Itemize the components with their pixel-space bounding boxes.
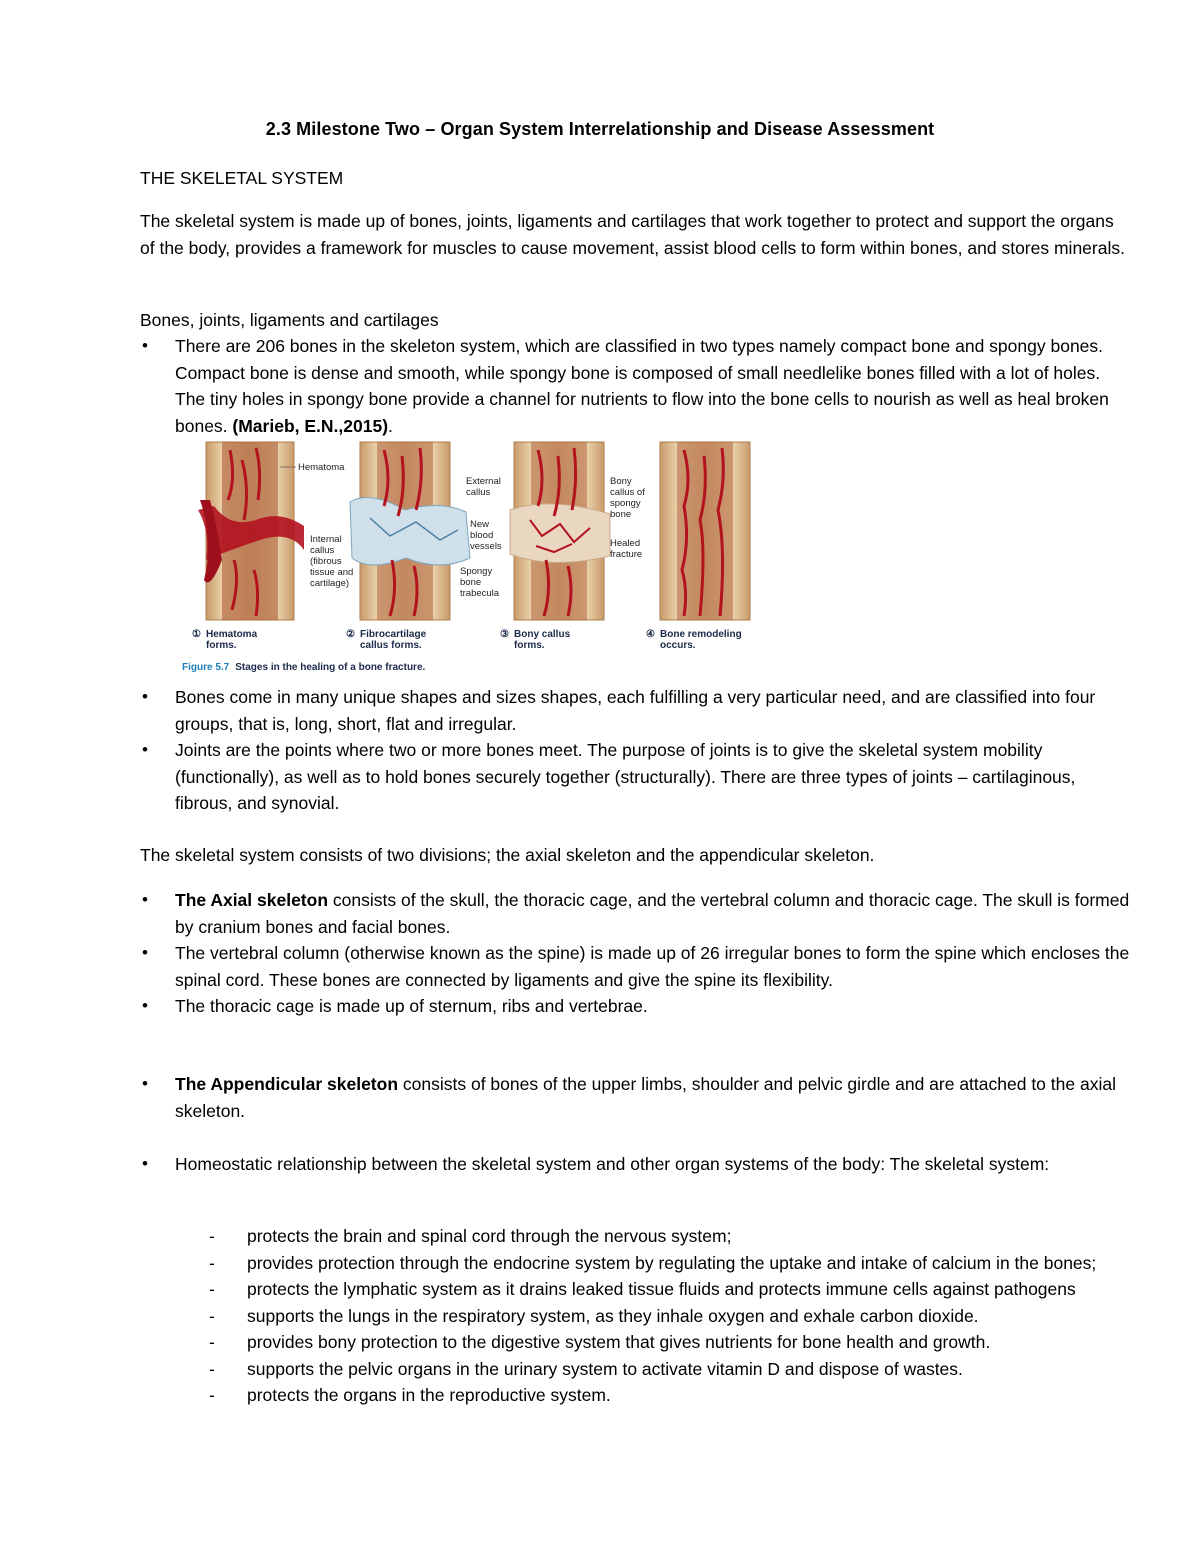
dash-marker: - — [209, 1279, 215, 1299]
stage-3-title: Bony callus — [514, 629, 571, 640]
label-spongy-3: trabecula — [460, 588, 500, 599]
stage-1-sub: forms. — [206, 640, 237, 651]
subheading: Bones, joints, ligaments and cartilages — [140, 310, 439, 330]
document-title: 2.3 Milestone Two – Organ System Interrelationship and Disease Assessment — [265, 119, 935, 139]
label-external-callus-1: External — [466, 476, 501, 487]
list-item — [140, 684, 1130, 737]
dash-marker: - — [209, 1252, 215, 1273]
citation: (Marieb, E.N.,2015) — [232, 415, 389, 436]
stage-1-panel — [198, 442, 304, 620]
bullet-icon: • — [142, 687, 148, 706]
dash-marker: - — [209, 1305, 215, 1326]
dash-text: protects the organs in the reproductive system. — [247, 1385, 611, 1405]
list-item — [140, 1071, 1130, 1124]
bullet-text: Bones come in many unique shapes and sizes shapes, each fulfilling a very particular need, and are classified into four groups, that is, long, short, flat and irregular. — [175, 687, 1096, 734]
bone-healing-illustration — [170, 440, 760, 660]
label-bony-callus-4: bone — [610, 509, 632, 520]
bullet-text-end: . — [388, 415, 393, 436]
stage-2-number: ② — [346, 629, 355, 640]
label-spongy-2: bone — [460, 577, 482, 588]
label-internal-callus-3: (fibrous — [310, 556, 342, 567]
label-healed-2: fracture — [610, 549, 643, 560]
figure-caption — [182, 662, 425, 674]
bullet-icon: • — [142, 1154, 148, 1173]
stage-1-number: ① — [192, 629, 201, 640]
label-bony-callus-2: callus of — [610, 487, 645, 498]
dash-text: supports the lungs in the respiratory system, as they inhale oxygen and exhale carbon dioxide. — [247, 1305, 979, 1326]
list-item — [205, 1329, 1130, 1356]
dash-text: provides protection through the endocrine system by regulating the uptake and intake of calcium in the bones; — [247, 1252, 1097, 1273]
list-item — [205, 1223, 1130, 1250]
bullet-text: The vertebral column (otherwise known as the spine) is made up of 26 irregular bones to form the spine which encloses the spinal cord. These bones are connected by ligaments and give the spine its flexibility. — [175, 943, 1130, 990]
label-internal-callus-2: callus — [310, 545, 335, 556]
dash-text: protects the lymphatic system as it drains leaked tissue fluids and protects immune cells against pathogens — [247, 1279, 1076, 1299]
appendicular-bullet-list — [140, 1071, 1130, 1124]
label-bony-callus-1: Bony — [610, 476, 632, 487]
homeostatic-bullet-list — [140, 1151, 1130, 1178]
list-item — [140, 1151, 1130, 1178]
dash-text: supports the pelvic organs in the urinary system to activate vitamin D and dispose of wastes. — [247, 1358, 963, 1379]
figure-number: Figure 5.7 — [182, 662, 230, 673]
dash-marker: - — [209, 1226, 215, 1246]
bullet-icon: • — [142, 890, 148, 909]
stage-4-number: ④ — [646, 629, 655, 640]
list-item — [140, 940, 1130, 993]
section-heading: THE SKELETAL SYSTEM — [140, 168, 344, 188]
label-internal-callus-4: tissue and — [310, 567, 354, 578]
dash-text: protects the brain and spinal cord through the nervous system; — [247, 1226, 732, 1246]
stage-3-number: ③ — [500, 629, 509, 640]
intro-paragraph: The skeletal system is made up of bones, joints, ligaments and cartilages that work together to protect and support the organs of the body, provides a framework for muscles to cause movement, assist blood cells to form within bones, and stores minerals. — [140, 211, 1125, 258]
bullet-text: consists of bones of the upper limbs, shoulder and pelvic girdle and are attached to the axial skeleton. — [175, 1074, 1116, 1121]
bullet-text: Joints are the points where two or more bones meet. The purpose of joints is to give the skeletal system mobility (functionally), as well as to hold bones securely together (structurally). There are three types of joints – cartilaginous, fibrous, and synovial. — [175, 740, 1076, 813]
label-bony-callus-3: spongy — [610, 498, 641, 509]
bones-bullet-list — [140, 333, 1130, 439]
label-new-vessels-1: New — [470, 519, 490, 530]
stage-2-title: Fibrocartilage — [360, 629, 427, 640]
list-item — [140, 737, 1130, 817]
list-item — [140, 993, 1130, 1020]
list-item — [205, 1276, 1130, 1303]
stage-3-panel — [510, 442, 610, 620]
list-item — [205, 1382, 1130, 1409]
label-external-callus-2: callus — [466, 487, 491, 498]
dash-marker: - — [209, 1332, 215, 1352]
bone-healing-figure — [170, 440, 760, 680]
homeostatic-dash-list — [205, 1223, 1130, 1409]
axial-bullet-list — [140, 887, 1130, 1020]
figure-caption-text: Stages in the healing of a bone fracture. — [235, 662, 426, 673]
label-internal-callus-1: Internal — [310, 534, 342, 545]
label-new-vessels-3: vessels — [470, 541, 502, 552]
bullet-text: There are 206 bones in the skeleton system, which are classified in two types namely compact bone and spongy bones. Compact bone is dense and smooth, while spongy bone is composed of small needlelike bones filled with a lot of holes. The tiny holes in spongy bone provide a channel for nutrients to flow into the bone cells to nourish as well as heal broken bones. — [175, 336, 1109, 436]
bullet-icon: • — [142, 996, 148, 1015]
stage-3-sub: forms. — [514, 640, 545, 651]
dash-marker: - — [209, 1385, 215, 1405]
stage-4-sub: occurs. — [660, 640, 696, 651]
label-new-vessels-2: blood — [470, 530, 494, 541]
list-item — [205, 1303, 1130, 1330]
label-healed-1: Healed — [610, 538, 641, 549]
bones-bullet-list-2 — [140, 684, 1130, 817]
bullet-text: The thoracic cage is made up of sternum, ribs and vertebrae. — [175, 996, 648, 1016]
bullet-icon: • — [142, 943, 148, 962]
bullet-icon: • — [142, 740, 148, 759]
stage-2-panel — [350, 442, 470, 620]
bullet-icon: • — [142, 336, 148, 355]
stage-1-title: Hematoma — [206, 629, 258, 640]
label-internal-callus-5: cartilage) — [310, 578, 350, 589]
stage-4-panel — [660, 442, 750, 620]
list-item — [140, 333, 1130, 439]
label-spongy-1: Spongy — [460, 566, 493, 577]
divisions-paragraph: The skeletal system consists of two divisions; the axial skeleton and the appendicular skeleton. — [140, 845, 875, 865]
bullet-icon: • — [142, 1074, 148, 1093]
stage-4-title: Bone remodeling — [660, 629, 742, 640]
dash-marker: - — [209, 1358, 215, 1379]
list-item — [205, 1250, 1130, 1277]
label-hematoma: Hematoma — [298, 462, 345, 473]
list-item — [205, 1356, 1130, 1383]
bullet-text: consists of the skull, the thoracic cage, and the vertebral column and thoracic cage. The skull is formed by cranium bones and facial bones. — [175, 890, 1130, 937]
stage-2-sub: callus forms. — [360, 640, 422, 651]
bullet-text: Homeostatic relationship between the skeletal system and other organ systems of the body: The skeletal system: — [175, 1154, 1050, 1174]
dash-text: provides bony protection to the digestive system that gives nutrients for bone health and growth. — [247, 1332, 991, 1352]
appendicular-heading: The Appendicular skeleton — [175, 1074, 399, 1094]
axial-heading: The Axial skeleton — [175, 890, 329, 910]
list-item — [140, 887, 1130, 940]
